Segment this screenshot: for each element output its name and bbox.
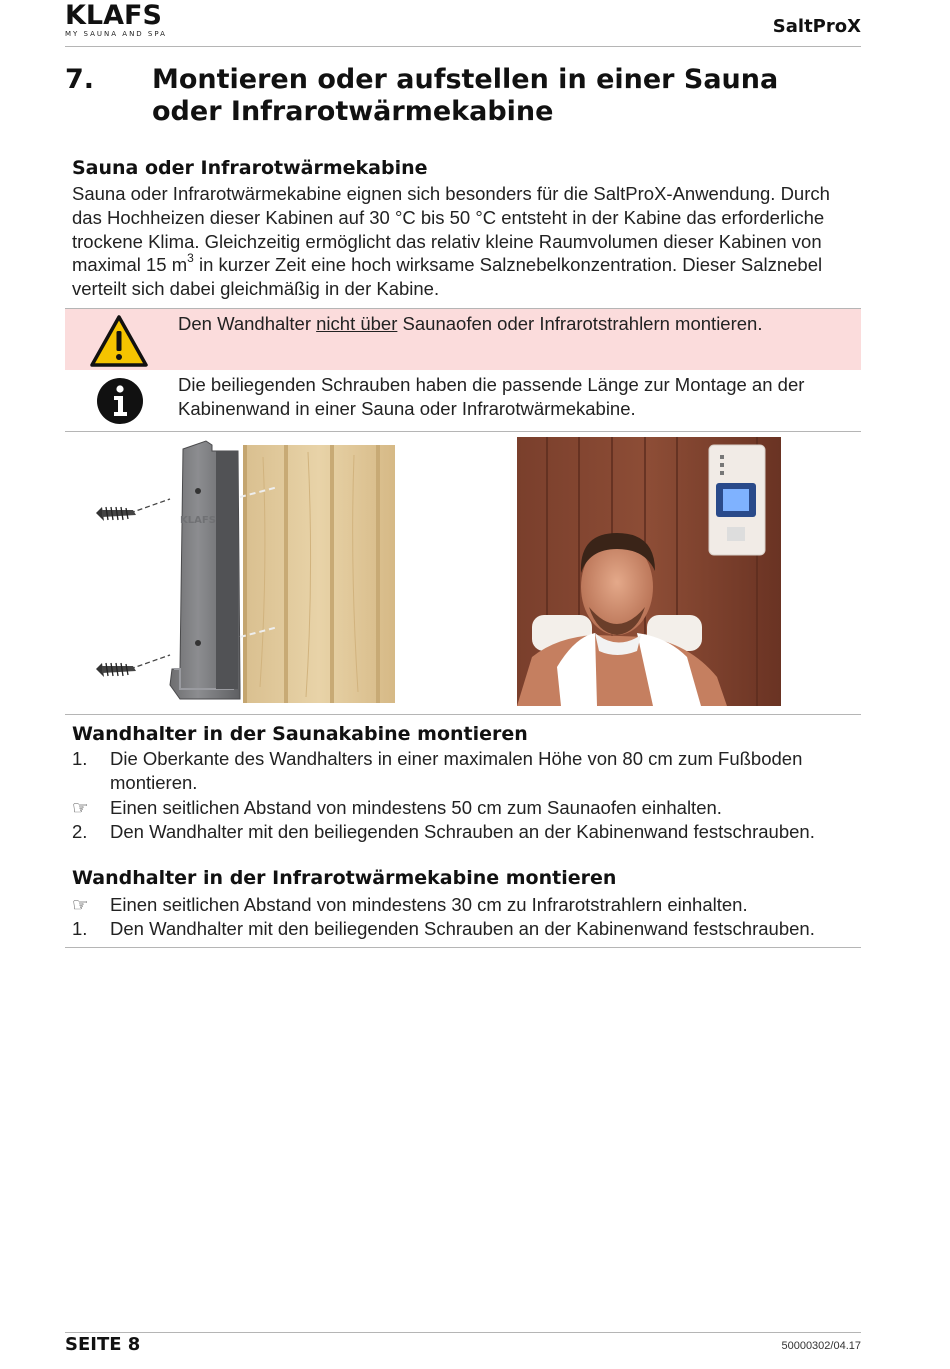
product-name: SaltProX <box>772 16 861 37</box>
hand-pointer-icon: ☞ <box>72 797 89 818</box>
bracket-brand-label: KLAFS <box>180 515 216 526</box>
step-text: Den Wandhalter mit den beiliegenden Schrauben an der Kabinenwand festschrauben. <box>110 918 815 939</box>
wood-panel <box>243 445 395 703</box>
saltprox-device <box>709 445 765 555</box>
section-heading-infrared-mount: Wandhalter in der Infrarotwärmekabine montieren <box>72 867 617 889</box>
klafs-logo <box>65 2 175 42</box>
warning-emphasis: nicht über <box>316 313 398 334</box>
warning-text-end: Saunaofen oder Infrarotstrahlern montieren. <box>397 313 763 334</box>
step-number: 1. <box>72 748 88 769</box>
section2-rule <box>65 714 861 715</box>
step-text: Die Oberkante des Wandhalters in einer maximalen Höhe von 80 cm zum Fußboden montieren. <box>110 748 803 793</box>
logo-wordmark: KLAFS <box>65 0 162 31</box>
screw-bottom <box>96 655 170 677</box>
info-text: Die beiliegenden Schrauben haben die passende Länge zur Montage an der Kabinenwand in einer Sauna oder Infrarotwärmekabine. <box>178 374 805 419</box>
hand-pointer-icon: ☞ <box>72 894 89 915</box>
logo-tagline: MY SAUNA AND SPA <box>65 30 167 38</box>
step-number: 1. <box>72 918 88 939</box>
intro-paragraph <box>72 182 857 301</box>
bracket <box>170 441 240 699</box>
section3-rule <box>65 947 861 948</box>
document-number: 50000302/04.17 <box>781 1340 861 1352</box>
footer-rule <box>65 1332 861 1333</box>
intro-text-part1: Sauna oder Infrarotwärmekabine eignen sich besonders für die SaltProX-Anwendung. Durch das Hochheizen dieser Kabinen auf 30 °C bis 50 °C entsteht in der Kabine das erforderliche trockene Klima. Gleichzeitig ermöglicht das relativ kleine Raumvolumen dieser Kabinen von maximal 15 m <box>72 183 830 276</box>
intro-text-part2: in kurzer Zeit eine hoch wirksame Salznebelkonzentration. Dieser Salznebel verteilt sich dabei gleichmäßig in der Kabine. <box>72 254 823 300</box>
warning-text <box>178 313 762 335</box>
step-text: Den Wandhalter mit den beiliegenden Schrauben an der Kabinenwand festschrauben. <box>110 821 815 842</box>
warning-text-start: Den Wandhalter <box>178 313 317 334</box>
section-heading-sauna-mount: Wandhalter in der Saunakabine montieren <box>72 723 528 745</box>
step-text: Einen seitlichen Abstand von mindestens 30 cm zu Infrarotstrahlern einhalten. <box>110 894 748 915</box>
info-box <box>65 370 861 432</box>
warning-triangle-icon <box>89 314 149 368</box>
step-number: 2. <box>72 821 88 842</box>
step-text: Einen seitlichen Abstand von mindestens 50 cm zum Saunaofen einhalten. <box>110 797 722 818</box>
page-number: SEITE 8 <box>65 1334 141 1355</box>
info-circle-icon <box>96 377 144 425</box>
section-heading-sauna: Sauna oder Infrarotwärmekabine <box>72 157 428 179</box>
chapter-title: Montieren oder aufstellen in einer Sauna oder Infrarotwärmekabine <box>152 64 779 127</box>
wall-bracket-illustration <box>88 437 398 705</box>
header-rule <box>65 46 861 47</box>
chapter-number: 7. <box>65 64 95 95</box>
superscript-3: 3 <box>187 251 194 266</box>
screw-top <box>96 499 170 521</box>
warning-box <box>65 308 861 370</box>
sauna-photo <box>517 437 781 706</box>
